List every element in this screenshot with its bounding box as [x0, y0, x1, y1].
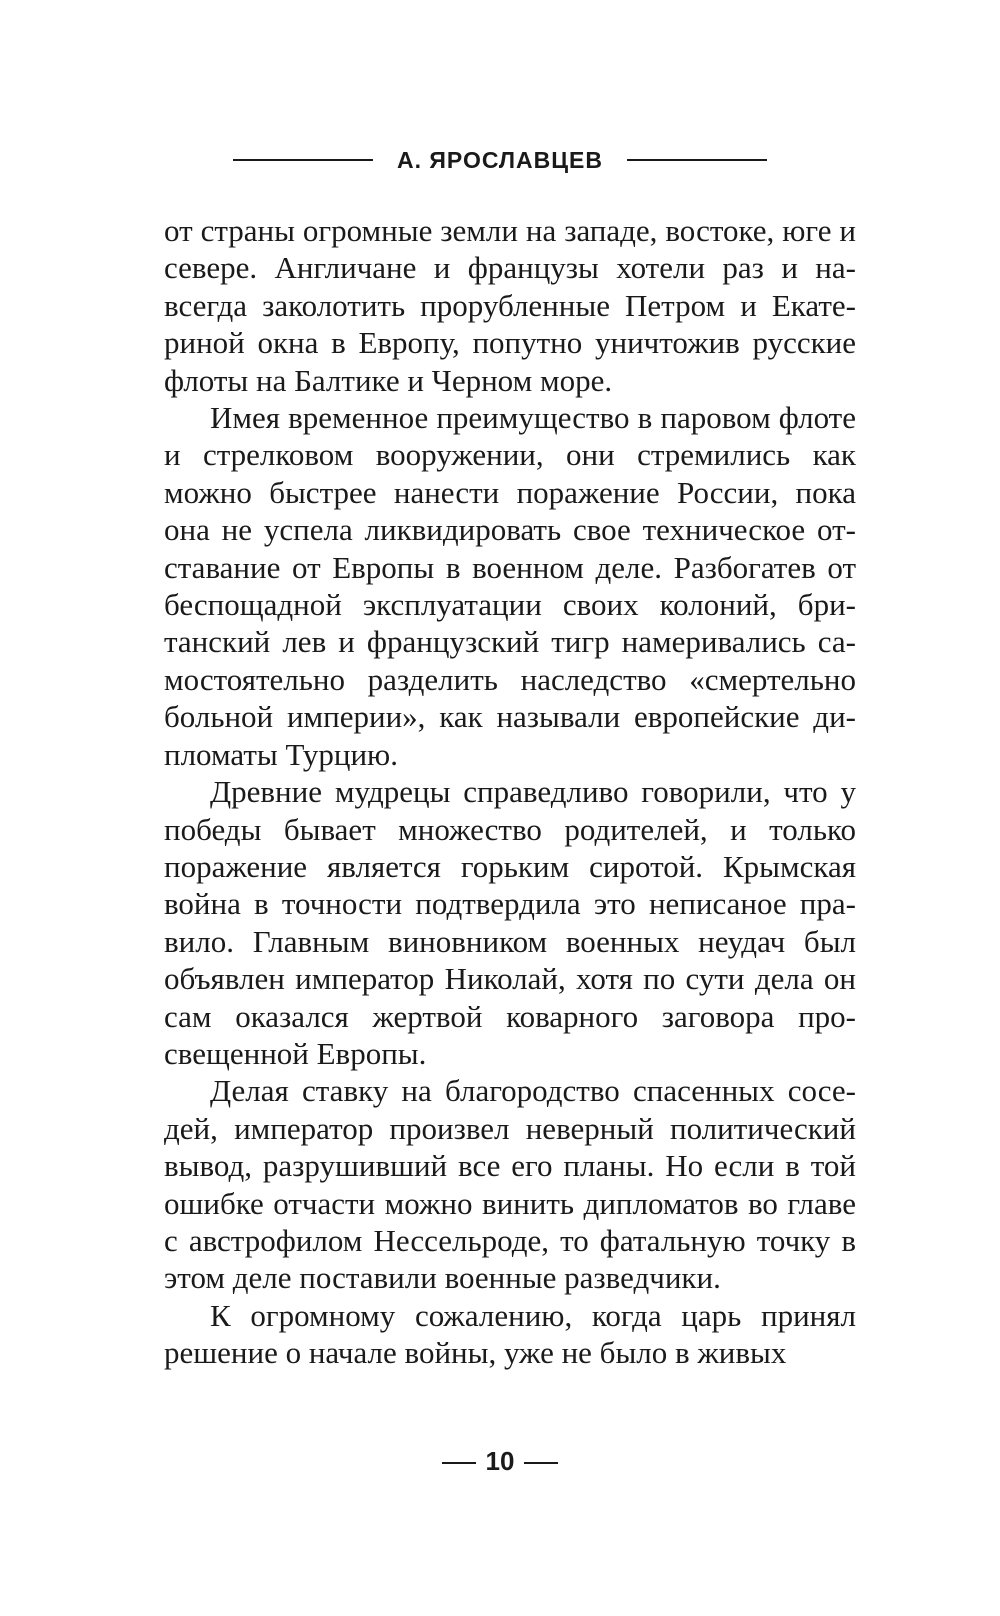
header-rule-right	[627, 159, 767, 161]
page-body	[164, 212, 856, 1372]
header-rule-left	[233, 159, 373, 161]
footer-dash-left	[442, 1462, 476, 1464]
paragraph-3: Древние мудрецы справедливо говорили, что у победы бывает множество родителей, и только поражение является горьким сиротой. Крымская война в точности подтвердила это неписаное правило. Главным виновником военных неудач был объявлен император Николай, хотя по сути дела он сам оказался жертвой коварного заговора просвещенной Европы.	[164, 774, 856, 1071]
author-name: А. ЯРОСЛАВЦЕВ	[397, 146, 603, 173]
paragraph-5: К огромному сожалению, когда царь принял решение о начале войны, уже не было в живых	[164, 1297, 856, 1371]
running-header	[0, 140, 1000, 180]
page-footer	[0, 1446, 1000, 1477]
footer-dash-right	[524, 1462, 558, 1464]
paragraph-2: Имея временное преимущество в паровом флоте и стрелковом вооружении, они стремились как можно быстрее нанести поражение России, пока она не успела ликвидировать свое техническое отставание от Европы в военном деле. Разбогатев от беспощадной эксплуатации своих колоний, британский лев и французский тигр намеривались самостоятельно разделить наследство «смертельно больной империи», как называли европейские дипломаты Турцию.	[164, 400, 856, 772]
page-number: 10	[485, 1446, 515, 1476]
paragraph-4: Делая ставку на благородство спасенных соседей, император произвел неверный политический вывод, разрушивший все его планы. Но если в той ошибке отчасти можно винить дипломатов во главе с австрофилом Нессельроде, то фатальную точку в этом деле поставили военные разведчики.	[164, 1073, 856, 1296]
paragraph-1: от страны огромные земли на западе, востоке, юге и севере. Англичане и французы хотели раз и навсегда заколотить прорубленные Петром и Екатериной окна в Европу, попутно уничтожив русские флоты на Балтике и Черном море.	[164, 213, 856, 398]
